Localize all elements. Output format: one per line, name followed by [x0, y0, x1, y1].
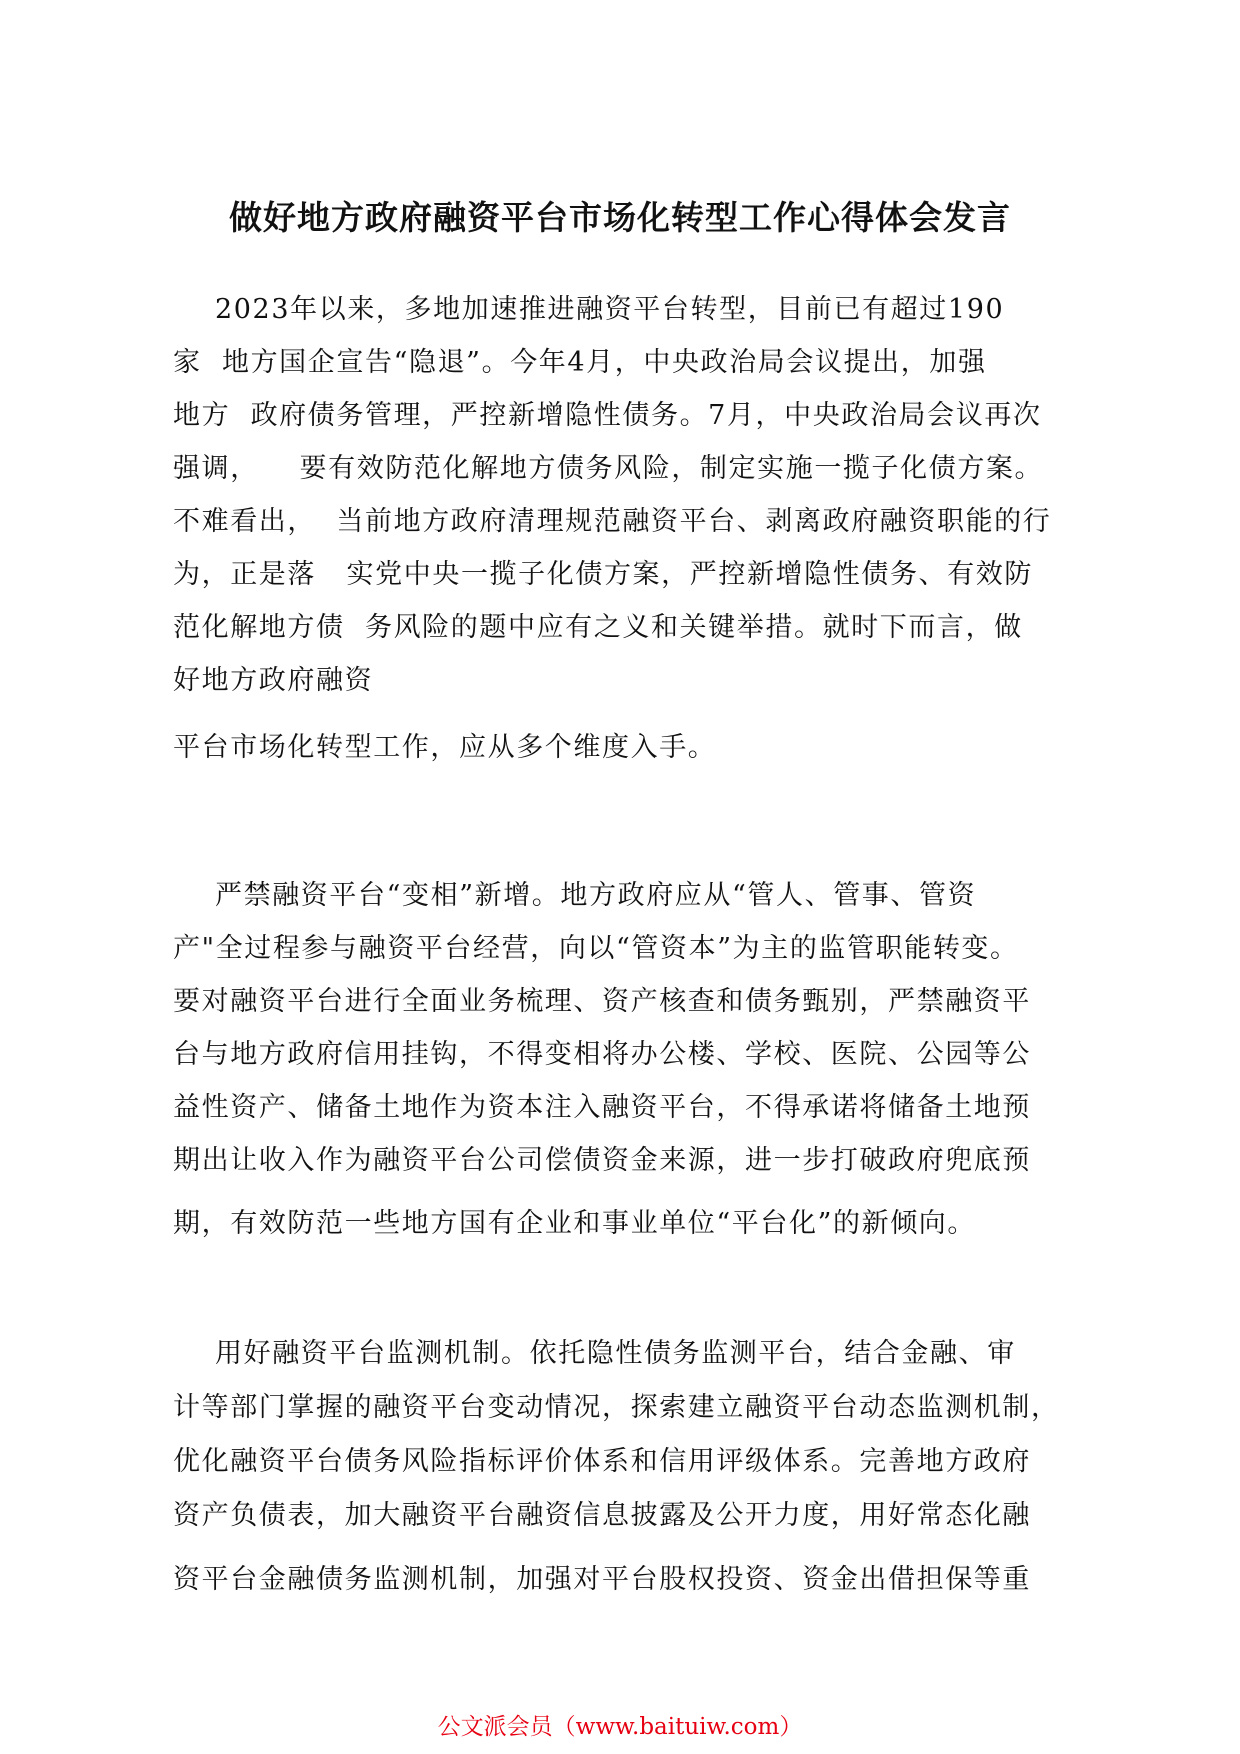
paragraph-2-line-4: 台与地方政府信用挂钩，不得变相将办公楼、学校、医院、公园等公 [173, 1039, 1031, 1070]
paragraph-1-line-6: 为，正是落 实党中央一揽子化债方案，严控新增隐性债务、有效防 [173, 559, 1033, 590]
paragraph-2-line-1: 严禁融资平台“变相”新增。地方政府应从“管人、管事、管资 [215, 880, 977, 911]
paragraph-3-line-2: 计等部门掌握的融资平台变动情况，探索建立融资平台动态监测机制， [173, 1392, 1060, 1423]
paragraph-1-line-8: 好地方政府融资 [173, 665, 374, 696]
paragraph-2-line-2: 产"全过程参与融资平台经营，向以“管资本”为主的监管职能转变。 [173, 933, 1019, 964]
paragraph-3-line-1: 用好融资平台监测机制。依托隐性债务监测平台，结合金融、审 [215, 1338, 1016, 1369]
paragraph-2-line-7: 期，有效防范一些地方国有企业和事业单位“平台化”的新倾向。 [173, 1208, 977, 1239]
paragraph-1-line-7: 范化解地方债 务风险的题中应有之义和关键举措。就时下而言，做 [173, 612, 1023, 643]
paragraph-1-line-3: 地方 政府债务管理，严控新增隐性债务。7月，中央政治局会议再次 [173, 400, 1042, 431]
paragraph-2-line-3: 要对融资平台进行全面业务梳理、资产核查和债务甄别，严禁融资平 [173, 986, 1031, 1017]
paragraph-1-line-4: 强调， 要有效防范化解地方债务风险，制定实施一揽子化债方案。 [173, 453, 1044, 484]
paragraph-2-line-6: 期出让收入作为融资平台公司偿债资金来源，进一步打破政府兜底预 [173, 1145, 1031, 1176]
paragraph-1-line-2: 家 地方国企宣告“隐退”。今年4月，中央政治局会议提出，加强 [173, 347, 987, 378]
paragraph-1-line-5: 不难看出， 当前地方政府清理规范融资平台、剥离政府融资职能的行 [173, 506, 1052, 537]
paragraph-3-line-5: 资平台金融债务监测机制，加强对平台股权投资、资金出借担保等重 [173, 1564, 1031, 1595]
paragraph-2-line-5: 益性资产、储备土地作为资本注入融资平台，不得承诺将储备土地预 [173, 1092, 1031, 1123]
paragraph-1-line-1: 2023年以来，多地加速推进融资平台转型，目前已有超过190 [215, 294, 1005, 325]
paragraph-1-line-9: 平台市场化转型工作，应从多个维度入手。 [173, 732, 717, 763]
paragraph-3-line-4: 资产负债表，加大融资平台融资信息披露及公开力度，用好常态化融 [173, 1500, 1031, 1531]
paragraph-3-line-3: 优化融资平台债务风险指标评价体系和信用评级体系。完善地方政府 [173, 1446, 1031, 1477]
document-title: 做好地方政府融资平台市场化转型工作心得体会发言 [229, 198, 1011, 237]
footer-watermark-link[interactable]: 公文派会员（www.baituiw.com） [437, 1714, 803, 1740]
